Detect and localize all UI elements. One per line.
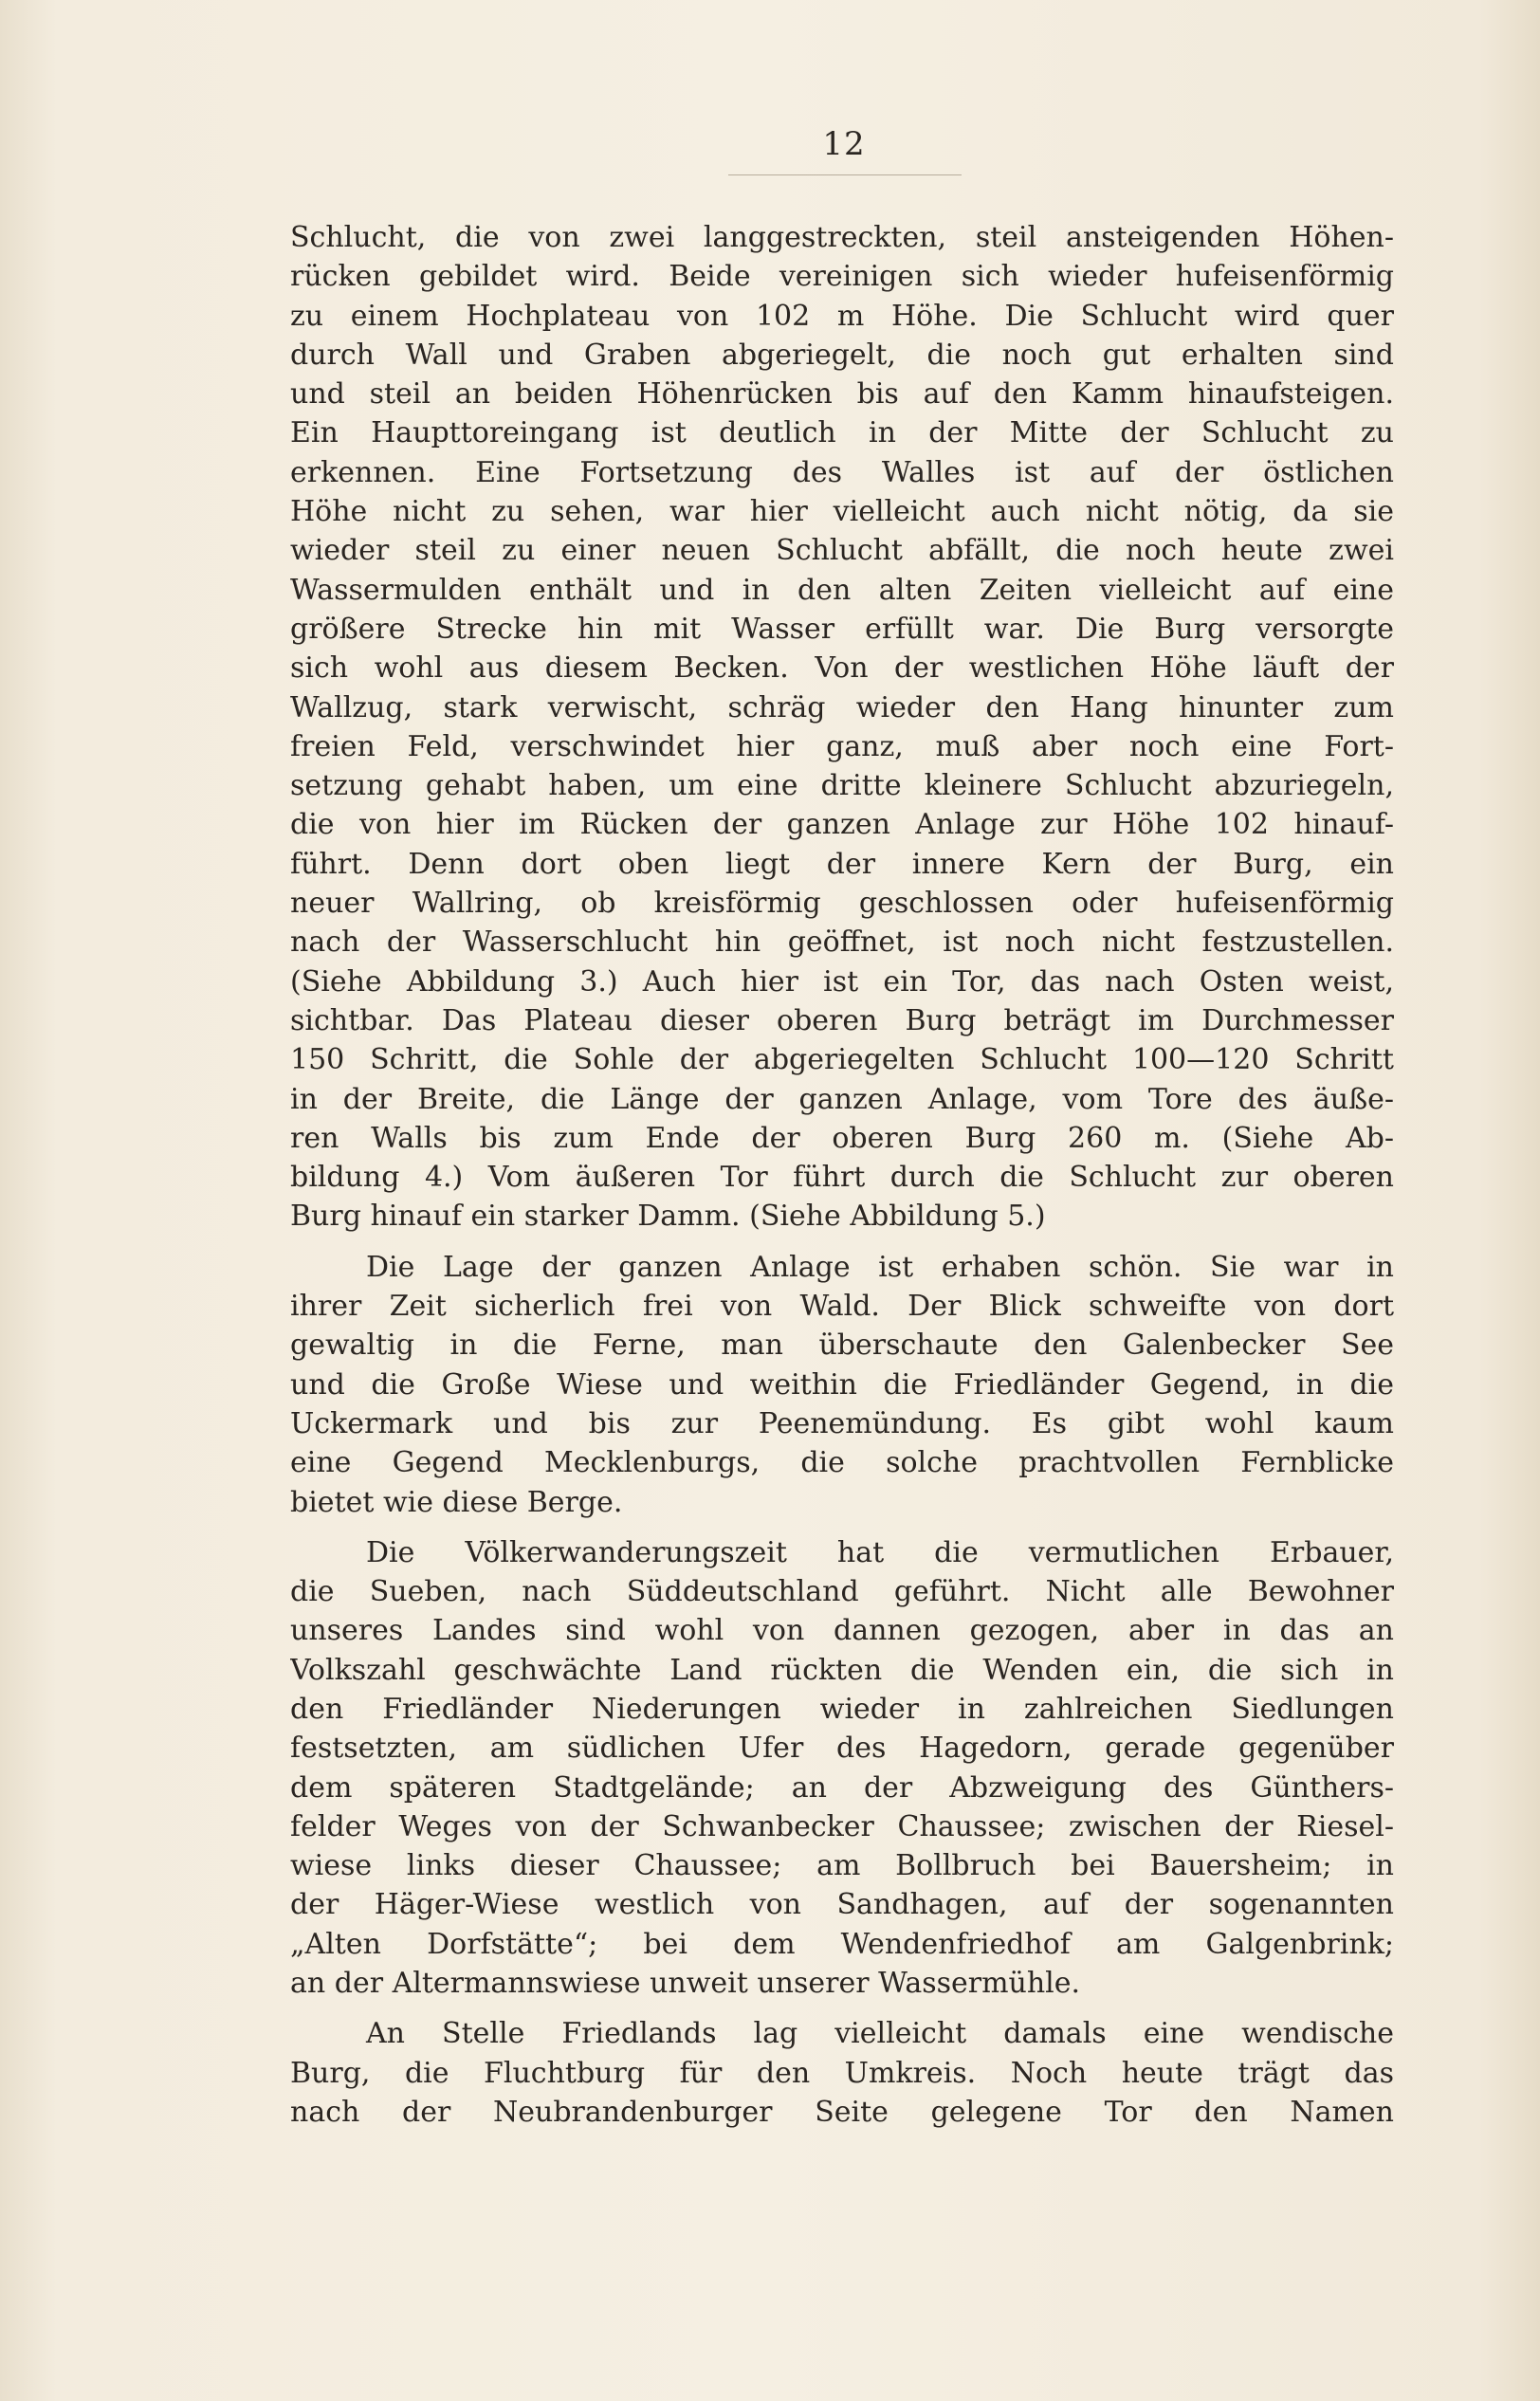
text-line: Wallzug, stark verwischt, schräg wieder den Hang hinunter zum bbox=[290, 690, 1394, 724]
text-line: Schlucht, die von zwei langgestreckten, steil ansteigenden Höhen- bbox=[290, 221, 1394, 254]
text-line: (Siehe Abbildung 3.) Auch hier ist ein Tor, das nach Osten weist, bbox=[290, 964, 1394, 999]
text-line: die von hier im Rücken der ganzen Anlage zur Höhe 102 hinauf- bbox=[290, 808, 1394, 842]
text-line: an der Altermannswiese unweit unserer Wassermühle. bbox=[290, 1967, 1081, 2001]
text-line: führt. Denn dort oben liegt der innere Kern der Burg, ein bbox=[290, 847, 1394, 881]
text-line: eine Gegend Mecklenburgs, die solche prachtvollen Fernblicke bbox=[290, 1446, 1394, 1480]
text-line: unseres Landes sind wohl von dannen gezogen, aber in das an bbox=[290, 1614, 1394, 1648]
text-line: dem späteren Stadtgelände; an der Abzweigung des Günthers- bbox=[290, 1770, 1394, 1805]
text-line: sich wohl aus diesem Becken. Von der westlichen Höhe läuft der bbox=[290, 651, 1394, 686]
text-line: „Alten Dorfstätte“; bei dem Wendenfriedhof am Galgenbrink; bbox=[290, 1927, 1394, 1961]
paragraph bbox=[290, 2014, 1394, 2132]
text-line: ihrer Zeit sicherlich frei von Wald. Der Blick schweifte von dort bbox=[290, 1290, 1394, 1324]
text-line: Uckermark und bis zur Peenemündung. Es gibt wohl kaum bbox=[290, 1406, 1394, 1440]
text-line: zu einem Hochplateau von 102 m Höhe. Die Schlucht wird quer bbox=[290, 299, 1394, 333]
text-line: rücken gebildet wird. Beide vereinigen sich wieder hufeisenförmig bbox=[290, 260, 1394, 294]
text-line: nach der Wasserschlucht hin geöffnet, ist noch nicht festzustellen. bbox=[290, 926, 1394, 960]
text-line: bietet wie diese Berge. bbox=[290, 1485, 623, 1519]
text-line: An Stelle Friedlands lag vielleicht damals eine wendische bbox=[366, 2017, 1394, 2051]
text-line: durch Wall und Graben abgeriegelt, die noch gut erhalten sind bbox=[290, 338, 1394, 372]
text-line: Burg, die Fluchtburg für den Umkreis. Noch heute trägt das bbox=[290, 2056, 1394, 2090]
text-line: setzung gehabt haben, um eine dritte kleinere Schlucht abzuriegeln, bbox=[290, 769, 1394, 803]
text-line: die Sueben, nach Süddeutschland geführt. Nicht alle Bewohner bbox=[290, 1575, 1394, 1609]
text-line: der Häger-Wiese westlich von Sandhagen, auf der sogenannten bbox=[290, 1888, 1394, 1922]
paragraph-gap bbox=[290, 1522, 1394, 1533]
text-line: festsetzten, am südlichen Ufer des Hagedorn, gerade gegenüber bbox=[290, 1732, 1394, 1766]
text-line: Die Lage der ganzen Anlage ist erhaben schön. Sie war in bbox=[366, 1250, 1394, 1284]
text-line: freien Feld, verschwindet hier ganz, muß aber noch eine Fort- bbox=[290, 729, 1394, 763]
text-line: wieder steil zu einer neuen Schlucht abfällt, die noch heute zwei bbox=[290, 534, 1394, 568]
text-line: und die Große Wiese und weithin die Friedländer Gegend, in die bbox=[290, 1367, 1394, 1402]
text-line: sichtbar. Das Plateau dieser oberen Burg beträgt im Durchmesser bbox=[290, 1003, 1394, 1037]
text-line: und steil an beiden Höhenrücken bis auf den Kamm hinaufsteigen. bbox=[290, 377, 1394, 412]
text-line: Ein Haupttoreingang ist deutlich in der Mitte der Schlucht zu bbox=[290, 416, 1394, 450]
paragraph bbox=[290, 218, 1394, 1237]
text-line: wiese links dieser Chaussee; am Bollbruch bei Bauersheim; in bbox=[290, 1849, 1394, 1883]
text-line: in der Breite, die Länge der ganzen Anlage, vom Tore des äuße- bbox=[290, 1082, 1394, 1116]
text-line: 150 Schritt, die Sohle der abgeriegelten Schlucht 100—120 Schritt bbox=[290, 1043, 1394, 1077]
text-line: Höhe nicht zu sehen, war hier vielleicht auch nicht nötig, da sie bbox=[290, 495, 1394, 529]
text-line: neuer Wallring, ob kreisförmig geschlossen oder hufeisenförmig bbox=[290, 887, 1394, 921]
paragraph bbox=[290, 1533, 1394, 2004]
text-line: Die Völkerwanderungszeit hat die vermutlichen Erbauer, bbox=[366, 1535, 1394, 1569]
text-line: Burg hinauf ein starker Damm. (Siehe Abbildung 5.) bbox=[290, 1200, 1046, 1234]
text-line: größere Strecke hin mit Wasser erfüllt war. Die Burg versorgte bbox=[290, 612, 1394, 646]
text-line: nach der Neubrandenburger Seite gelegene Tor den Namen bbox=[290, 2095, 1394, 2129]
text-line: erkennen. Eine Fortsetzung des Walles ist auf der östlichen bbox=[290, 455, 1394, 489]
text-line: Wassermulden enthält und in den alten Zeiten vielleicht auf eine bbox=[290, 573, 1394, 607]
paragraph bbox=[290, 1248, 1394, 1522]
text-line: ren Walls bis zum Ende der oberen Burg 260 m. (Siehe Ab- bbox=[290, 1121, 1394, 1155]
text-line: felder Weges von der Schwanbecker Chaussee; zwischen der Riesel- bbox=[290, 1809, 1394, 1843]
text-line: bildung 4.) Vom äußeren Tor führt durch die Schlucht zur oberen bbox=[290, 1161, 1394, 1195]
text-line: Volkszahl geschwächte Land rückten die Wenden ein, die sich in bbox=[290, 1653, 1394, 1687]
paragraph-gap bbox=[290, 2003, 1394, 2014]
paragraph-gap bbox=[290, 1237, 1394, 1248]
header-rule bbox=[728, 174, 962, 175]
page-number: 12 bbox=[822, 125, 866, 163]
text-line: gewaltig in die Ferne, man überschaute den Galenbecker See bbox=[290, 1329, 1394, 1363]
body-text bbox=[290, 218, 1394, 2132]
text-line: den Friedländer Niederungen wieder in zahlreichen Siedlungen bbox=[290, 1692, 1394, 1726]
